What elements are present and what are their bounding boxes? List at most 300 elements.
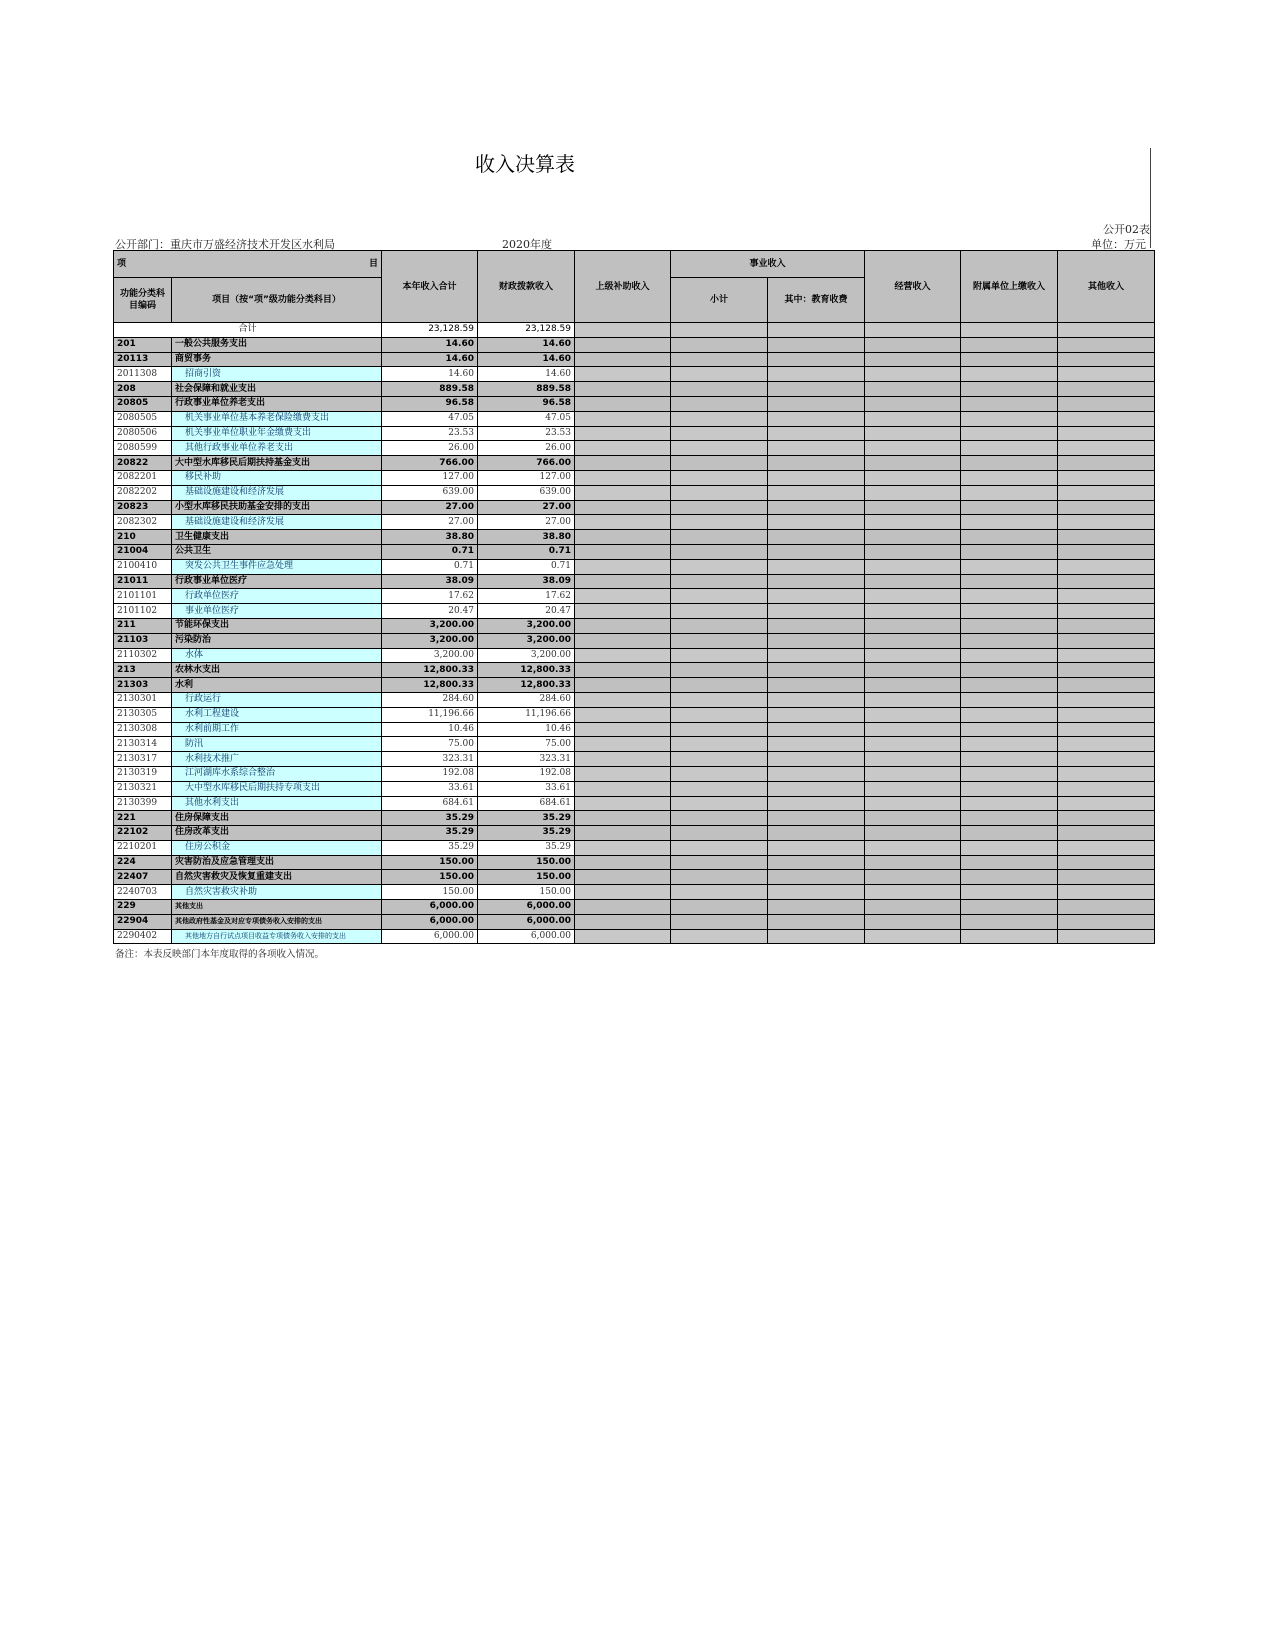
row-code: 20822	[114, 456, 172, 471]
empty-cell	[961, 618, 1058, 633]
empty-cell	[768, 530, 865, 545]
empty-cell	[768, 352, 865, 367]
row-fiscal: 0.71	[478, 544, 575, 559]
row-fiscal: 35.29	[478, 811, 575, 826]
income-table	[113, 250, 1155, 944]
empty-cell	[865, 544, 961, 559]
empty-cell	[768, 766, 865, 781]
empty-cell	[575, 678, 671, 693]
row-code: 201	[114, 337, 172, 352]
empty-cell	[865, 426, 961, 441]
table-row	[114, 515, 1155, 530]
empty-cell	[1058, 870, 1155, 885]
department-label: 公开部门：重庆市万盛经济技术开发区水利局	[115, 238, 335, 251]
row-total-income: 323.31	[382, 752, 478, 767]
empty-cell	[1058, 367, 1155, 382]
empty-cell	[865, 737, 961, 752]
row-code: 2082302	[114, 515, 172, 530]
empty-cell	[961, 323, 1058, 338]
row-fiscal: 284.60	[478, 692, 575, 707]
empty-cell	[1058, 515, 1155, 530]
row-name: 灾害防治及应急管理支出	[172, 855, 382, 870]
row-code: 211	[114, 618, 172, 633]
row-total-income: 26.00	[382, 441, 478, 456]
row-fiscal: 150.00	[478, 885, 575, 900]
unit-label: 单位：万元	[1091, 238, 1146, 251]
table-row	[114, 441, 1155, 456]
empty-cell	[671, 796, 768, 811]
empty-cell	[961, 633, 1058, 648]
empty-cell	[865, 840, 961, 855]
empty-cell	[865, 752, 961, 767]
empty-cell	[1058, 470, 1155, 485]
row-code: 2110302	[114, 648, 172, 663]
item-header-left: 项	[117, 259, 127, 269]
empty-cell	[575, 855, 671, 870]
empty-cell	[1058, 826, 1155, 841]
empty-cell	[865, 382, 961, 397]
empty-cell	[865, 914, 961, 929]
empty-cell	[865, 441, 961, 456]
empty-cell	[961, 441, 1058, 456]
row-name: 行政事业单位医疗	[172, 574, 382, 589]
empty-cell	[575, 470, 671, 485]
empty-cell	[1058, 574, 1155, 589]
table-row	[114, 367, 1155, 382]
right-border-line	[1150, 148, 1151, 248]
table-row	[114, 352, 1155, 367]
empty-cell	[575, 914, 671, 929]
empty-cell	[768, 633, 865, 648]
empty-cell	[1058, 441, 1155, 456]
empty-cell	[575, 663, 671, 678]
row-name: 其他地方自行试点项目收益专项债务收入安排的支出	[172, 929, 382, 944]
row-name: 其他行政事业单位养老支出	[172, 441, 382, 456]
empty-cell	[671, 722, 768, 737]
row-code: 2130305	[114, 707, 172, 722]
table-row	[114, 707, 1155, 722]
empty-cell	[768, 929, 865, 944]
row-total-income: 150.00	[382, 855, 478, 870]
empty-cell	[961, 914, 1058, 929]
row-code: 2130319	[114, 766, 172, 781]
row-fiscal: 6,000.00	[478, 900, 575, 915]
row-name: 住房改革支出	[172, 826, 382, 841]
empty-cell	[1058, 426, 1155, 441]
row-name: 江河湖库水系综合整治	[172, 766, 382, 781]
empty-cell	[768, 382, 865, 397]
empty-cell	[768, 752, 865, 767]
empty-cell	[671, 692, 768, 707]
row-total-income: 33.61	[382, 781, 478, 796]
empty-cell	[865, 559, 961, 574]
empty-cell	[671, 885, 768, 900]
col-other-income: 其他收入	[1058, 251, 1155, 323]
empty-cell	[671, 840, 768, 855]
empty-cell	[1058, 840, 1155, 855]
table-row	[114, 766, 1155, 781]
row-total-income: 75.00	[382, 737, 478, 752]
col-code: 功能分类科目编码	[114, 278, 172, 323]
row-name: 基础设施建设和经济发展	[172, 515, 382, 530]
empty-cell	[768, 737, 865, 752]
empty-cell	[1058, 855, 1155, 870]
empty-cell	[671, 633, 768, 648]
row-total-income: 47.05	[382, 411, 478, 426]
row-code: 2080506	[114, 426, 172, 441]
empty-cell	[575, 885, 671, 900]
table-row	[114, 826, 1155, 841]
row-name: 大中型水库移民后期扶持基金支出	[172, 456, 382, 471]
empty-cell	[961, 382, 1058, 397]
row-fiscal: 35.29	[478, 840, 575, 855]
empty-cell	[671, 766, 768, 781]
table-row	[114, 500, 1155, 515]
empty-cell	[865, 811, 961, 826]
row-total-income: 6,000.00	[382, 900, 478, 915]
row-total-income: 27.00	[382, 515, 478, 530]
table-row	[114, 885, 1155, 900]
row-fiscal: 47.05	[478, 411, 575, 426]
empty-cell	[961, 456, 1058, 471]
row-fiscal: 33.61	[478, 781, 575, 796]
row-fiscal: 192.08	[478, 766, 575, 781]
empty-cell	[865, 323, 961, 338]
row-fiscal: 14.60	[478, 337, 575, 352]
table-row	[114, 426, 1155, 441]
row-fiscal: 150.00	[478, 855, 575, 870]
empty-cell	[1058, 663, 1155, 678]
empty-cell	[865, 589, 961, 604]
empty-cell	[768, 826, 865, 841]
item-header-right: 目	[368, 259, 378, 269]
empty-cell	[575, 840, 671, 855]
empty-cell	[768, 678, 865, 693]
row-fiscal: 11,196.66	[478, 707, 575, 722]
empty-cell	[768, 618, 865, 633]
empty-cell	[575, 618, 671, 633]
row-code: 22102	[114, 826, 172, 841]
row-fiscal: 27.00	[478, 515, 575, 530]
empty-cell	[1058, 589, 1155, 604]
empty-cell	[768, 515, 865, 530]
empty-cell	[768, 885, 865, 900]
row-name: 大中型水库移民后期扶持专项支出	[172, 781, 382, 796]
empty-cell	[961, 781, 1058, 796]
row-fiscal: 38.80	[478, 530, 575, 545]
empty-cell	[961, 604, 1058, 619]
row-fiscal: 14.60	[478, 352, 575, 367]
empty-cell	[865, 796, 961, 811]
row-code: 2082201	[114, 470, 172, 485]
empty-cell	[865, 456, 961, 471]
row-code: 2080505	[114, 411, 172, 426]
row-fiscal: 12,800.33	[478, 663, 575, 678]
row-fiscal: 12,800.33	[478, 678, 575, 693]
empty-cell	[865, 485, 961, 500]
empty-cell	[1058, 692, 1155, 707]
row-total-income: 0.71	[382, 544, 478, 559]
table-row	[114, 544, 1155, 559]
row-code: 224	[114, 855, 172, 870]
empty-cell	[671, 929, 768, 944]
row-code: 2011308	[114, 367, 172, 382]
row-total-income: 150.00	[382, 885, 478, 900]
table-row	[114, 678, 1155, 693]
empty-cell	[961, 722, 1058, 737]
empty-cell	[671, 515, 768, 530]
empty-cell	[961, 855, 1058, 870]
empty-cell	[575, 781, 671, 796]
empty-cell	[1058, 722, 1155, 737]
empty-cell	[865, 604, 961, 619]
empty-cell	[768, 500, 865, 515]
empty-cell	[865, 648, 961, 663]
row-total-income: 3,200.00	[382, 633, 478, 648]
empty-cell	[961, 737, 1058, 752]
empty-cell	[671, 426, 768, 441]
empty-cell	[961, 515, 1058, 530]
col-business-income: 事业收入	[671, 251, 865, 278]
row-total-income: 14.60	[382, 367, 478, 382]
row-name: 其他水利支出	[172, 796, 382, 811]
empty-cell	[671, 411, 768, 426]
empty-cell	[671, 870, 768, 885]
row-name: 住房公积金	[172, 840, 382, 855]
row-name: 社会保障和就业支出	[172, 382, 382, 397]
row-fiscal: 3,200.00	[478, 618, 575, 633]
empty-cell	[768, 914, 865, 929]
empty-cell	[1058, 396, 1155, 411]
empty-cell	[575, 737, 671, 752]
row-fiscal: 6,000.00	[478, 929, 575, 944]
row-total-income: 639.00	[382, 485, 478, 500]
row-total-income: 766.00	[382, 456, 478, 471]
empty-cell	[768, 396, 865, 411]
row-total-income: 27.00	[382, 500, 478, 515]
row-name: 自然灾害救灾补助	[172, 885, 382, 900]
empty-cell	[865, 870, 961, 885]
col-total-income: 本年收入合计	[382, 251, 478, 323]
empty-cell	[671, 781, 768, 796]
empty-cell	[671, 900, 768, 915]
empty-cell	[575, 515, 671, 530]
table-row	[114, 870, 1155, 885]
empty-cell	[768, 485, 865, 500]
empty-cell	[1058, 648, 1155, 663]
empty-cell	[768, 604, 865, 619]
table-row	[114, 692, 1155, 707]
empty-cell	[671, 737, 768, 752]
row-code: 2210201	[114, 840, 172, 855]
empty-cell	[865, 470, 961, 485]
empty-cell	[768, 796, 865, 811]
row-code: 2130317	[114, 752, 172, 767]
empty-cell	[575, 500, 671, 515]
empty-cell	[961, 411, 1058, 426]
empty-cell	[961, 574, 1058, 589]
table-row	[114, 337, 1155, 352]
empty-cell	[961, 396, 1058, 411]
row-code: 213	[114, 663, 172, 678]
row-name: 水利技术推广	[172, 752, 382, 767]
empty-cell	[671, 589, 768, 604]
table-row	[114, 618, 1155, 633]
table-row	[114, 530, 1155, 545]
table-row	[114, 914, 1155, 929]
empty-cell	[671, 337, 768, 352]
row-total-income: 3,200.00	[382, 618, 478, 633]
empty-cell	[575, 441, 671, 456]
row-fiscal: 26.00	[478, 441, 575, 456]
empty-cell	[768, 692, 865, 707]
row-name: 节能环保支出	[172, 618, 382, 633]
item-header-cell	[114, 251, 382, 278]
row-name: 防汛	[172, 737, 382, 752]
empty-cell	[961, 692, 1058, 707]
empty-cell	[961, 426, 1058, 441]
empty-cell	[1058, 485, 1155, 500]
row-name: 行政单位医疗	[172, 589, 382, 604]
table-row	[114, 411, 1155, 426]
row-fiscal: 35.29	[478, 826, 575, 841]
empty-cell	[671, 707, 768, 722]
table-row	[114, 456, 1155, 471]
row-total-income: 127.00	[382, 470, 478, 485]
empty-cell	[961, 678, 1058, 693]
empty-cell	[671, 811, 768, 826]
empty-cell	[1058, 604, 1155, 619]
empty-cell	[671, 855, 768, 870]
row-code: 2100410	[114, 559, 172, 574]
row-name: 突发公共卫生事件应急处理	[172, 559, 382, 574]
empty-cell	[768, 870, 865, 885]
empty-cell	[768, 722, 865, 737]
row-name: 污染防治	[172, 633, 382, 648]
empty-cell	[961, 544, 1058, 559]
row-fiscal: 23.53	[478, 426, 575, 441]
row-fiscal: 14.60	[478, 367, 575, 382]
row-name: 住房保障支出	[172, 811, 382, 826]
col-fiscal: 财政拨款收入	[478, 251, 575, 323]
empty-cell	[575, 900, 671, 915]
empty-cell	[961, 796, 1058, 811]
row-code: 2101102	[114, 604, 172, 619]
row-fiscal: 150.00	[478, 870, 575, 885]
empty-cell	[575, 752, 671, 767]
row-name: 其他政府性基金及对应专项债务收入安排的支出	[172, 914, 382, 929]
empty-cell	[575, 382, 671, 397]
empty-cell	[1058, 411, 1155, 426]
empty-cell	[961, 337, 1058, 352]
empty-cell	[768, 574, 865, 589]
empty-cell	[1058, 559, 1155, 574]
empty-cell	[768, 323, 865, 338]
empty-cell	[671, 648, 768, 663]
empty-cell	[865, 500, 961, 515]
empty-cell	[865, 707, 961, 722]
empty-cell	[865, 411, 961, 426]
empty-cell	[768, 544, 865, 559]
table-row	[114, 855, 1155, 870]
empty-cell	[671, 470, 768, 485]
row-total-income: 3,200.00	[382, 648, 478, 663]
empty-cell	[961, 663, 1058, 678]
empty-cell	[768, 367, 865, 382]
row-name: 招商引资	[172, 367, 382, 382]
empty-cell	[671, 752, 768, 767]
row-fiscal: 889.58	[478, 382, 575, 397]
row-fiscal: 10.46	[478, 722, 575, 737]
empty-cell	[961, 648, 1058, 663]
empty-cell	[575, 396, 671, 411]
empty-cell	[768, 456, 865, 471]
empty-cell	[768, 648, 865, 663]
empty-cell	[575, 870, 671, 885]
row-name: 行政事业单位养老支出	[172, 396, 382, 411]
empty-cell	[961, 470, 1058, 485]
row-fiscal: 0.71	[478, 559, 575, 574]
row-total-income: 14.60	[382, 337, 478, 352]
form-number: 公开02表	[1103, 223, 1150, 236]
empty-cell	[575, 589, 671, 604]
row-total-income: 6,000.00	[382, 914, 478, 929]
table-row	[114, 811, 1155, 826]
empty-cell	[575, 337, 671, 352]
empty-cell	[768, 441, 865, 456]
empty-cell	[1058, 544, 1155, 559]
row-name: 移民补助	[172, 470, 382, 485]
empty-cell	[1058, 752, 1155, 767]
empty-cell	[1058, 885, 1155, 900]
empty-cell	[961, 766, 1058, 781]
empty-cell	[865, 885, 961, 900]
empty-cell	[575, 722, 671, 737]
empty-cell	[575, 692, 671, 707]
empty-cell	[575, 456, 671, 471]
table-row	[114, 382, 1155, 397]
row-name: 水利	[172, 678, 382, 693]
empty-cell	[1058, 914, 1155, 929]
row-code: 229	[114, 900, 172, 915]
empty-cell	[671, 559, 768, 574]
empty-cell	[1058, 707, 1155, 722]
row-total-income: 35.29	[382, 811, 478, 826]
row-name: 自然灾害救灾及恢复重建支出	[172, 870, 382, 885]
row-fiscal: 20.47	[478, 604, 575, 619]
total-label: 合计	[114, 323, 382, 338]
row-fiscal: 3,200.00	[478, 633, 575, 648]
table-row	[114, 737, 1155, 752]
row-code: 20823	[114, 500, 172, 515]
empty-cell	[961, 367, 1058, 382]
row-code: 20113	[114, 352, 172, 367]
row-name: 水体	[172, 648, 382, 663]
empty-cell	[671, 604, 768, 619]
empty-cell	[671, 367, 768, 382]
empty-cell	[865, 352, 961, 367]
col-name: 项目（按“项”级功能分类科目）	[172, 278, 382, 323]
empty-cell	[768, 470, 865, 485]
col-subtotal: 小计	[671, 278, 768, 323]
row-code: 20805	[114, 396, 172, 411]
empty-cell	[865, 515, 961, 530]
table-row	[114, 470, 1155, 485]
empty-cell	[1058, 337, 1155, 352]
empty-cell	[1058, 766, 1155, 781]
total-fiscal-value: 23,128.59	[478, 323, 575, 338]
empty-cell	[575, 796, 671, 811]
